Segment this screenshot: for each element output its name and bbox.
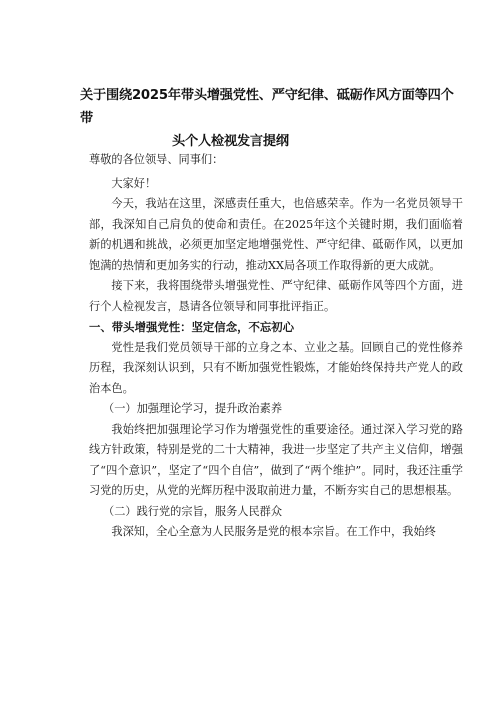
subsection-1-paragraph: 我始终把加强理论学习作为增强党性的重要途径。通过深入学习党的路线方针政策，特别是党的二十大精神，我进一步坚定了共产主义信仰，增强了“四个意识”，坚定了“四个自信”，做到了“两个维护”。同时，我还注重学习党的历史，从党的光辉历程中汲取前进力量，不断夯实自己的思想根基。 [89, 422, 463, 497]
outline-paragraph: 接下来，我将围绕带头增强党性、严守纪律、砥砺作风等四个方面，进行个人检视发言，恳请各位领导和同事批评指正。 [89, 279, 463, 313]
section-1-heading: 一、带头增强党性：坚定信念，不忘初心 [89, 320, 295, 334]
document-body [89, 150, 463, 543]
title-line-1: 关于围绕2025年带头增强党性、严守纪律、砥砺作风方面等四个带 [80, 88, 454, 126]
document-title [80, 84, 460, 153]
subsection-2-heading: （二）践行党的宗旨，服务人民群众 [103, 504, 283, 518]
title-line-2: 头个人检视发言提纲 [172, 134, 289, 149]
greeting: 大家好！ [111, 176, 157, 190]
intro-paragraph: 今天，我站在这里，深感责任重大，也倍感荣幸。作为一名党员领导干部，我深知自己肩负的使命和责任。在2025年这个关键时期，我们面临着新的机遇和挑战，必须更加坚定地增强党性、严守纪律、砥砺作风，以更加饱满的热情和更加务实的行动，推动XX局各项工作取得新的更大成就。 [89, 197, 463, 272]
section-1-intro-paragraph: 党性是我们党员领导干部的立身之本、立业之基。回顾自己的党性修养历程，我深刻认识到，只有不断加强党性锻炼，才能始终保持共产党人的政治本色。 [89, 340, 463, 395]
subsection-1-heading: （一）加强理论学习，提升政治素养 [103, 402, 283, 415]
subsection-2-paragraph: 我深知，全心全意为人民服务是党的根本宗旨。在工作中，我始终 [111, 525, 436, 538]
salutation: 尊敬的各位领导、同事们： [89, 153, 224, 166]
